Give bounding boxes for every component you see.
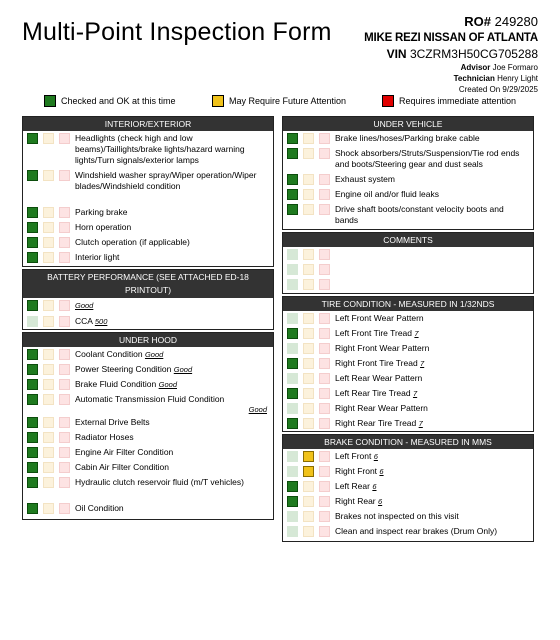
ok-checkbox[interactable] (287, 174, 298, 185)
immediate-attention-checkbox[interactable] (59, 133, 70, 144)
immediate-attention-checkbox[interactable] (319, 496, 330, 507)
list-item (23, 250, 273, 265)
list-item (283, 386, 533, 401)
future-attention-checkbox[interactable] (303, 388, 314, 399)
immediate-attention-checkbox[interactable] (319, 343, 330, 354)
brake-header: BRAKE CONDITION - MEASURED IN MMS (283, 435, 533, 449)
tire-header: TIRE CONDITION - MEASURED IN 1/32NDS (283, 297, 533, 311)
interior-exterior-panel (22, 116, 274, 267)
advisor-name: Joe Formaro (492, 63, 538, 72)
future-attention-checkbox[interactable] (43, 316, 54, 327)
ok-checkbox[interactable] (287, 148, 298, 159)
future-attention-checkbox[interactable] (43, 349, 54, 360)
ok-checkbox[interactable] (287, 466, 298, 477)
future-attention-checkbox[interactable] (303, 313, 314, 324)
list-item (283, 356, 533, 371)
list-item (283, 416, 533, 431)
legend-yellow-label: May Require Future Attention (229, 96, 347, 106)
item-value: 7 (414, 329, 419, 338)
comments-panel (282, 232, 534, 294)
future-attention-checkbox[interactable] (303, 279, 314, 290)
list-item (23, 475, 273, 501)
future-attention-checkbox[interactable] (303, 343, 314, 354)
item-label: Left Front Tire Tread (335, 328, 413, 338)
future-attention-checkbox[interactable] (303, 496, 314, 507)
technician-label: Technician (453, 74, 495, 83)
comments-header: COMMENTS (283, 233, 533, 247)
future-attention-checkbox[interactable] (43, 477, 54, 488)
list-item (23, 131, 273, 168)
immediate-attention-checkbox[interactable] (319, 328, 330, 339)
item-label: Horn operation (75, 222, 132, 232)
immediate-attention-checkbox[interactable] (319, 403, 330, 414)
ok-checkbox[interactable] (27, 300, 38, 311)
list-item (283, 172, 533, 187)
future-attention-checkbox[interactable] (303, 451, 314, 462)
legend-yellow (212, 95, 346, 107)
list-item (283, 202, 533, 228)
immediate-attention-checkbox[interactable] (59, 379, 70, 390)
ok-checkbox[interactable] (287, 264, 298, 275)
list-item (23, 415, 273, 430)
list-item (283, 479, 533, 494)
immediate-attention-checkbox[interactable] (319, 264, 330, 275)
item-label: Right Rear Tire Tread (335, 418, 417, 428)
item-label: Drive shaft boots/constant velocity boots and bands (335, 204, 504, 225)
item-label: Engine oil and/or fluid leaks (335, 189, 439, 199)
ok-checkbox[interactable] (287, 496, 298, 507)
ok-checkbox[interactable] (287, 189, 298, 200)
item-label: External Drive Belts (75, 417, 150, 427)
status-legend (44, 95, 534, 109)
under-vehicle-panel (282, 116, 534, 230)
ok-checkbox[interactable] (27, 316, 38, 327)
red-swatch-icon (382, 95, 394, 107)
ok-checkbox[interactable] (27, 417, 38, 428)
future-attention-checkbox[interactable] (303, 189, 314, 200)
item-label: Left Rear Wear Pattern (335, 373, 423, 383)
immediate-attention-checkbox[interactable] (59, 222, 70, 233)
ok-checkbox[interactable] (287, 328, 298, 339)
ok-checkbox[interactable] (287, 481, 298, 492)
immediate-attention-checkbox[interactable] (59, 503, 70, 514)
brake-condition-panel (282, 434, 534, 542)
future-attention-checkbox[interactable] (303, 511, 314, 522)
ok-checkbox[interactable] (287, 526, 298, 537)
vin-number: 3CZRM3H50CG705288 (409, 47, 538, 61)
item-value: 7 (412, 389, 418, 398)
item-value: 7 (418, 419, 423, 428)
list-item (23, 220, 273, 235)
item-label: Right Front (335, 466, 378, 476)
list-item (23, 168, 273, 205)
immediate-attention-checkbox[interactable] (59, 417, 70, 428)
item-label: Brakes not inspected on this visit (335, 511, 459, 521)
ro-number: 249280 (494, 14, 538, 29)
list-item (23, 501, 273, 516)
item-label: Right Front Tire Tread (335, 358, 418, 368)
list-item (23, 314, 273, 330)
comment-row (283, 262, 533, 277)
future-attention-checkbox[interactable] (303, 204, 314, 215)
list-item (283, 131, 533, 146)
legend-green (44, 95, 176, 107)
list-item (283, 401, 533, 416)
list-item (23, 205, 273, 220)
future-attention-checkbox[interactable] (303, 481, 314, 492)
ok-checkbox[interactable] (287, 358, 298, 369)
item-label: Left Rear (335, 481, 370, 491)
future-attention-checkbox[interactable] (43, 222, 54, 233)
item-label: Headlights (check high and low beams)/Taillights/brake lights/hazard warning lights/Turn signals/exterior lamps (75, 133, 245, 165)
ok-checkbox[interactable] (27, 207, 38, 218)
list-item (23, 392, 273, 415)
green-swatch-icon (44, 95, 56, 107)
item-value: Good (144, 350, 164, 359)
vin-line (364, 46, 538, 62)
future-attention-checkbox[interactable] (303, 174, 314, 185)
immediate-attention-checkbox[interactable] (59, 237, 70, 248)
ok-checkbox[interactable] (27, 394, 38, 405)
list-item (283, 371, 533, 386)
immediate-attention-checkbox[interactable] (319, 174, 330, 185)
immediate-attention-checkbox[interactable] (319, 511, 330, 522)
item-value: 7 (420, 359, 425, 368)
list-item (23, 298, 273, 314)
ok-checkbox[interactable] (27, 252, 38, 263)
list-item (283, 146, 533, 172)
immediate-attention-checkbox[interactable] (59, 300, 70, 311)
immediate-attention-checkbox[interactable] (59, 447, 70, 458)
immediate-attention-checkbox[interactable] (59, 170, 70, 181)
item-label: Right Front Wear Pattern (335, 343, 430, 353)
ok-checkbox[interactable] (287, 418, 298, 429)
ok-checkbox[interactable] (287, 511, 298, 522)
immediate-attention-checkbox[interactable] (319, 358, 330, 369)
item-value: Good (158, 380, 177, 389)
immediate-attention-checkbox[interactable] (319, 418, 330, 429)
immediate-attention-checkbox[interactable] (319, 249, 330, 260)
page-title: Multi-Point Inspection Form (22, 18, 332, 46)
ok-checkbox[interactable] (287, 388, 298, 399)
future-attention-checkbox[interactable] (43, 447, 54, 458)
list-item (23, 377, 273, 392)
item-label: Left Rear Tire Tread (335, 388, 411, 398)
item-label: Engine Air Filter Condition (75, 447, 174, 457)
future-attention-checkbox[interactable] (303, 403, 314, 414)
future-attention-checkbox[interactable] (303, 526, 314, 537)
ok-checkbox[interactable] (27, 170, 38, 181)
list-item (283, 187, 533, 202)
vin-label: VIN (386, 47, 407, 61)
immediate-attention-checkbox[interactable] (59, 207, 70, 218)
immediate-attention-checkbox[interactable] (319, 526, 330, 537)
ok-checkbox[interactable] (287, 343, 298, 354)
list-item (283, 449, 533, 464)
tire-condition-panel (282, 296, 534, 432)
ok-checkbox[interactable] (287, 204, 298, 215)
dealer-name: MIKE REZI NISSAN OF ATLANTA (364, 32, 538, 44)
technician-name: Henry Light (497, 74, 538, 83)
ok-checkbox[interactable] (27, 503, 38, 514)
list-item (283, 341, 533, 356)
immediate-attention-checkbox[interactable] (319, 451, 330, 462)
list-item (283, 464, 533, 479)
ok-checkbox[interactable] (27, 222, 38, 233)
immediate-attention-checkbox[interactable] (319, 373, 330, 384)
yellow-swatch-icon (212, 95, 224, 107)
immediate-attention-checkbox[interactable] (319, 204, 330, 215)
ok-checkbox[interactable] (27, 364, 38, 375)
immediate-attention-checkbox[interactable] (319, 466, 330, 477)
list-item (23, 235, 273, 250)
immediate-attention-checkbox[interactable] (319, 388, 330, 399)
list-item (283, 524, 533, 539)
list-item (283, 494, 533, 509)
item-label: Hydraulic clutch reservoir fluid (m/T vehicles) (75, 477, 244, 487)
ok-checkbox[interactable] (287, 403, 298, 414)
immediate-attention-checkbox[interactable] (319, 189, 330, 200)
item-label: Cabin Air Filter Condition (75, 462, 170, 472)
future-attention-checkbox[interactable] (43, 237, 54, 248)
future-attention-checkbox[interactable] (43, 207, 54, 218)
future-attention-checkbox[interactable] (43, 462, 54, 473)
ok-checkbox[interactable] (287, 451, 298, 462)
future-attention-checkbox[interactable] (43, 133, 54, 144)
ok-checkbox[interactable] (27, 462, 38, 473)
list-item (23, 445, 273, 460)
future-attention-checkbox[interactable] (43, 394, 54, 405)
immediate-attention-checkbox[interactable] (319, 279, 330, 290)
ok-checkbox[interactable] (27, 447, 38, 458)
item-label: Power Steering Condition (75, 364, 172, 374)
item-label: Oil Condition (75, 503, 124, 513)
future-attention-checkbox[interactable] (43, 379, 54, 390)
item-label: Left Front (335, 451, 372, 461)
comment-row (283, 247, 533, 262)
item-label: Radiator Hoses (75, 432, 134, 442)
item-value: Good (75, 301, 94, 310)
list-item (283, 311, 533, 326)
item-label: Parking brake (75, 207, 128, 217)
item-value: 6 (378, 497, 383, 506)
future-attention-checkbox[interactable] (43, 432, 54, 443)
future-attention-checkbox[interactable] (303, 133, 314, 144)
item-value: 6 (379, 467, 384, 476)
future-attention-checkbox[interactable] (303, 148, 314, 159)
immediate-attention-checkbox[interactable] (59, 316, 70, 327)
ok-checkbox[interactable] (27, 379, 38, 390)
item-value: Good (248, 405, 267, 414)
legend-red-label: Requires immediate attention (399, 96, 517, 106)
ok-checkbox[interactable] (27, 349, 38, 360)
battery-panel (22, 269, 274, 330)
future-attention-checkbox[interactable] (303, 358, 314, 369)
under-vehicle-header: UNDER VEHICLE (283, 117, 533, 131)
ok-checkbox[interactable] (287, 279, 298, 290)
created-date: Created On 9/29/2025 (458, 85, 538, 94)
item-label: Shock absorbers/Struts/Suspension/Tie rod ends and boots/Steering gear and dust seals (335, 148, 520, 169)
ok-checkbox[interactable] (27, 237, 38, 248)
item-label: Brake Fluid Condition (75, 379, 157, 389)
immediate-attention-checkbox[interactable] (59, 394, 70, 405)
under-hood-panel (22, 332, 274, 520)
immediate-attention-checkbox[interactable] (59, 364, 70, 375)
future-attention-checkbox[interactable] (303, 466, 314, 477)
immediate-attention-checkbox[interactable] (59, 349, 70, 360)
list-item (23, 460, 273, 475)
item-value: 500 (94, 317, 108, 326)
future-attention-checkbox[interactable] (43, 503, 54, 514)
list-item (283, 326, 533, 341)
future-attention-checkbox[interactable] (303, 328, 314, 339)
item-value: Good (173, 365, 193, 374)
item-label: Right Rear (335, 496, 376, 506)
list-item (23, 362, 273, 377)
legend-green-label: Checked and OK at this time (61, 96, 176, 106)
ok-checkbox[interactable] (287, 133, 298, 144)
comment-row (283, 277, 533, 292)
ok-checkbox[interactable] (27, 432, 38, 443)
future-attention-checkbox[interactable] (303, 264, 314, 275)
immediate-attention-checkbox[interactable] (319, 133, 330, 144)
future-attention-checkbox[interactable] (43, 417, 54, 428)
item-label: Coolant Condition (75, 349, 143, 359)
immediate-attention-checkbox[interactable] (59, 252, 70, 263)
advisor-label: Advisor (460, 63, 491, 72)
future-attention-checkbox[interactable] (43, 364, 54, 375)
item-label: Clutch operation (if applicable) (75, 237, 190, 247)
ok-checkbox[interactable] (27, 477, 38, 488)
list-item (23, 430, 273, 445)
advisor-line (364, 62, 538, 73)
list-item (23, 347, 273, 362)
list-item (283, 509, 533, 524)
ok-checkbox[interactable] (287, 373, 298, 384)
technician-line (364, 73, 538, 84)
ok-checkbox[interactable] (27, 133, 38, 144)
battery-header: BATTERY PERFORMANCE (SEE ATTACHED ED-18 PRINTOUT) (23, 270, 273, 298)
future-attention-checkbox[interactable] (43, 300, 54, 311)
immediate-attention-checkbox[interactable] (319, 313, 330, 324)
ro-line (364, 14, 538, 30)
item-label: Windshield washer spray/Wiper operation/Wiper blades/Windshield condition (75, 170, 257, 191)
item-value: 6 (372, 482, 377, 491)
item-label: Clean and inspect rear brakes (Drum Only) (335, 526, 498, 536)
legend-red (382, 95, 516, 107)
immediate-attention-checkbox[interactable] (59, 462, 70, 473)
future-attention-checkbox[interactable] (43, 170, 54, 181)
future-attention-checkbox[interactable] (303, 249, 314, 260)
item-label: Right Rear Wear Pattern (335, 403, 428, 413)
interior-header: INTERIOR/EXTERIOR (23, 117, 273, 131)
header-info (364, 14, 538, 95)
immediate-attention-checkbox[interactable] (319, 481, 330, 492)
future-attention-checkbox[interactable] (303, 418, 314, 429)
ok-checkbox[interactable] (287, 249, 298, 260)
item-label: Left Front Wear Pattern (335, 313, 424, 323)
item-label: Brake lines/hoses/Parking brake cable (335, 133, 480, 143)
ro-label: RO# (464, 14, 491, 29)
item-value: 6 (373, 452, 378, 461)
immediate-attention-checkbox[interactable] (319, 148, 330, 159)
under-hood-header: UNDER HOOD (23, 333, 273, 347)
immediate-attention-checkbox[interactable] (59, 432, 70, 443)
item-label: Automatic Transmission Fluid Condition (75, 394, 225, 404)
immediate-attention-checkbox[interactable] (59, 477, 70, 488)
item-label: CCA (75, 316, 93, 326)
item-label: Exhaust system (335, 174, 395, 184)
item-label: Interior light (75, 252, 120, 262)
future-attention-checkbox[interactable] (43, 252, 54, 263)
ok-checkbox[interactable] (287, 313, 298, 324)
future-attention-checkbox[interactable] (303, 373, 314, 384)
